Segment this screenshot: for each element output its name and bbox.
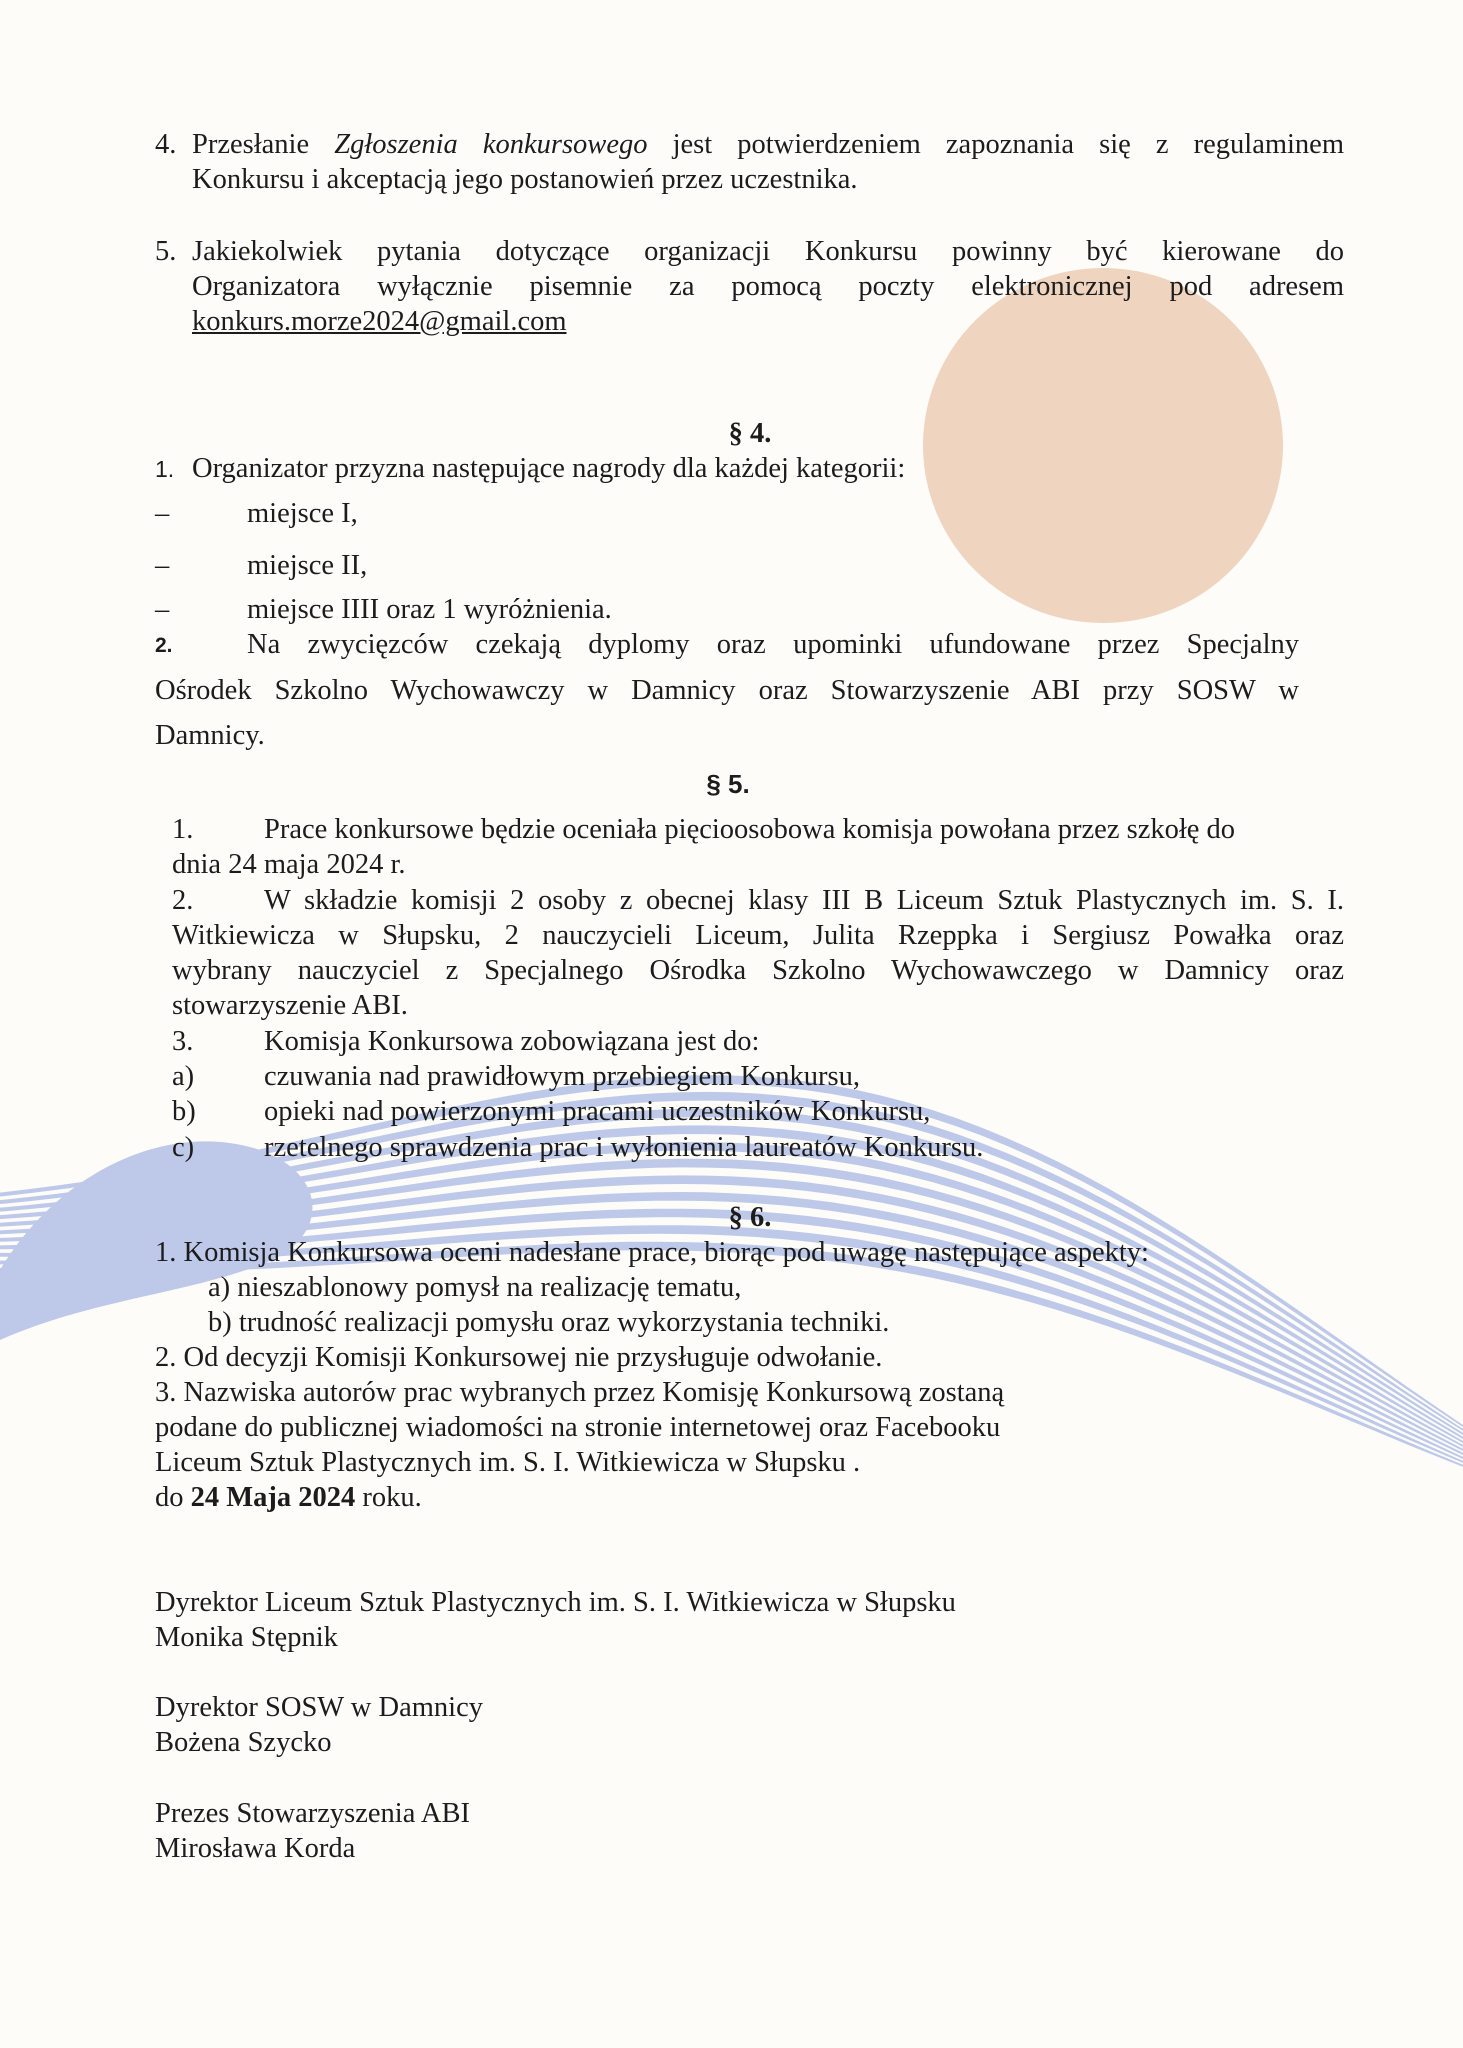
sec6-line-6: do 24 Maja 2024 roku. <box>155 1482 422 1513</box>
sec5-item-2-number: 2. <box>172 885 194 916</box>
sec4-item-2-line-2: Ośrodek Szkolno Wychowawczy w Damnicy oraz Stowarzyszenie ABI przy SOSW w <box>155 675 1299 706</box>
deadline-date: 24 Maja 2024 <box>190 1482 356 1513</box>
item-5-number: 5. <box>155 236 177 267</box>
sec5-item-1-number: 1. <box>172 814 194 845</box>
sec5-item-3-text: Komisja Konkursowa zobowiązana jest do: <box>264 1026 760 1057</box>
signature-1-name: Monika Stępnik <box>155 1622 338 1653</box>
sec5-sub-b-label: b) <box>172 1096 196 1127</box>
sec6-line-1: 1. Komisja Konkursowa oceni nadesłane prace, biorąc pod uwagę następujące aspekty: <box>155 1237 1149 1268</box>
sec6-line-3: 3. Nazwiska autorów prac wybranych przez Komisję Konkursową zostaną <box>155 1377 1005 1408</box>
item-5-line-2: Organizatora wyłącznie pisemnie za pomocą poczty elektronicznej pod adresem <box>192 271 1344 302</box>
prize-dash-1: – <box>155 498 170 529</box>
contact-email-link[interactable]: konkurs.morze2024@gmail.com <box>192 306 567 337</box>
sec5-item-1-line-2: dnia 24 maja 2024 r. <box>172 849 406 880</box>
sec5-item-2-line-2: Witkiewicza w Słupsku, 2 nauczycieli Liceum, Julita Rzeppka i Sergiusz Powałka oraz <box>172 920 1344 951</box>
sec5-sub-a-label: a) <box>172 1061 195 1092</box>
sec5-sub-c-label: c) <box>172 1132 195 1163</box>
emphasis-zgloszenie: Zgłoszenia konkursowego <box>334 129 648 160</box>
sec4-item-2-line-3: Damnicy. <box>155 720 265 751</box>
sec5-item-2-line-1: W składzie komisji 2 osoby z obecnej klasy III B Liceum Sztuk Plastycznych im. S. I. <box>264 885 1344 916</box>
sec6-line-a: a) nieszablonowy pomysł na realizację tematu, <box>208 1272 742 1303</box>
section-4-heading: § 4. <box>728 418 772 449</box>
signature-2-name: Bożena Szycko <box>155 1727 332 1758</box>
section-5-heading: § 5. <box>706 769 750 799</box>
sec5-sub-b-text: opieki nad powierzonymi pracami uczestników Konkursu, <box>264 1096 931 1127</box>
sec4-item-1-text: Organizator przyzna następujące nagrody dla każdej kategorii: <box>192 453 906 484</box>
prize-dash-3: – <box>155 594 170 625</box>
section-6-heading: § 6. <box>728 1202 772 1233</box>
sec6-line-5: Liceum Sztuk Plastycznych im. S. I. Witkiewicza w Słupsku . <box>155 1447 861 1478</box>
sec4-item-2-line-1: Na zwycięzców czekają dyplomy oraz upominki ufundowane przez Specjalny <box>247 629 1299 660</box>
sec5-item-1-line-1: Prace konkursowe będzie oceniała pięcioosobowa komisja powołana przez szkołę do <box>264 814 1236 845</box>
prize-dash-2: – <box>155 550 170 581</box>
prize-3: miejsce IIII oraz 1 wyróżnienia. <box>247 594 612 625</box>
signature-3-role: Prezes Stowarzyszenia ABI <box>155 1798 470 1829</box>
decorative-circle <box>923 268 1283 623</box>
item-5-line-1: Jakiekolwiek pytania dotyczące organizacji Konkursu powinny być kierowane do <box>192 236 1344 267</box>
sec4-item-1-number: 1. <box>155 456 175 482</box>
sec5-sub-c-text: rzetelnego sprawdzenia prac i wyłonienia laureatów Konkursu. <box>264 1132 984 1163</box>
sec5-item-2-line-4: stowarzyszenie ABI. <box>172 990 408 1021</box>
sec5-sub-a-text: czuwania nad prawidłowym przebiegiem Konkursu, <box>264 1061 860 1092</box>
signature-3-name: Mirosława Korda <box>155 1833 356 1864</box>
prize-2: miejsce II, <box>247 550 368 581</box>
sec5-item-3-number: 3. <box>172 1026 194 1057</box>
sec6-line-b: b) trudność realizacji pomysłu oraz wykorzystania techniki. <box>208 1307 890 1338</box>
item-4-number: 4. <box>155 129 177 160</box>
sec6-line-4: podane do publicznej wiadomości na stronie internetowej oraz Facebooku <box>155 1412 1001 1443</box>
sec5-item-2-line-3: wybrany nauczyciel z Specjalnego Ośrodka Szkolno Wychowawczego w Damnicy oraz <box>172 955 1344 986</box>
sec6-line-2: 2. Od decyzji Komisji Konkursowej nie przysługuje odwołanie. <box>155 1342 883 1373</box>
item-4-line-2: Konkursu i akceptacją jego postanowień przez uczestnika. <box>192 164 858 195</box>
prize-1: miejsce I, <box>247 498 358 529</box>
sec4-item-2-number: 2. <box>155 634 173 657</box>
signature-2-role: Dyrektor SOSW w Damnicy <box>155 1692 483 1723</box>
signature-1-role: Dyrektor Liceum Sztuk Plastycznych im. S. I. Witkiewicza w Słupsku <box>155 1587 956 1618</box>
item-4-line-1: Przesłanie Zgłoszenia konkursowego jest potwierdzeniem zapoznania się z regulaminem <box>192 129 1345 160</box>
